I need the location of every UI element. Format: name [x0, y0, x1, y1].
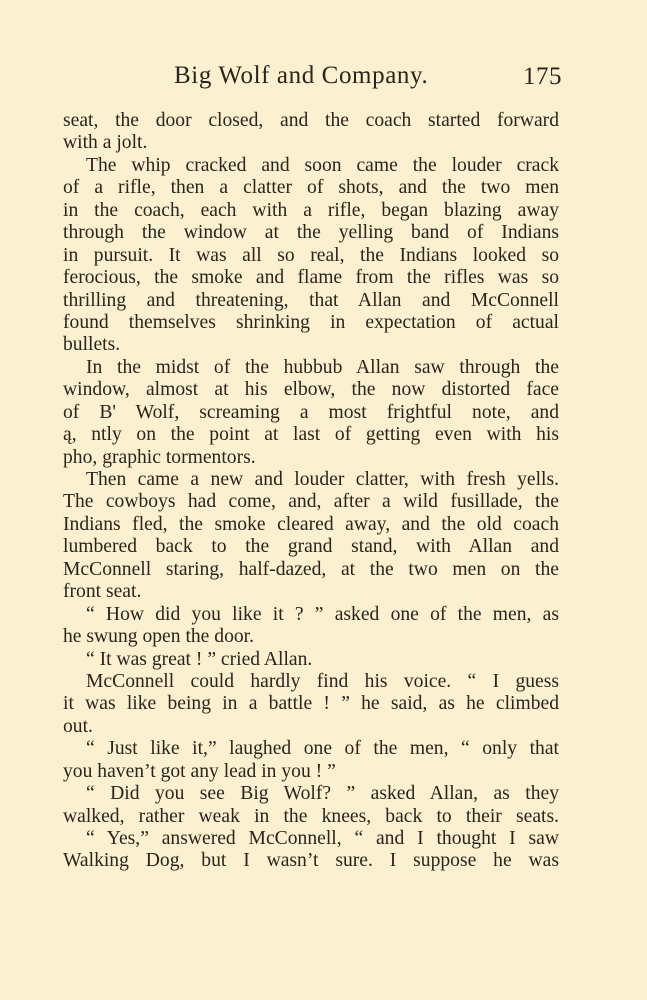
text-line: thrilling and threatening, that Allan and McConnell: [63, 289, 559, 311]
text-line: in the coach, each with a rifle, began blazing away: [63, 199, 559, 221]
text-line: in pursuit. It was all so real, the Indians looked so: [63, 244, 559, 266]
text-line: of B' Wolf, screaming a most frightful note, and: [63, 401, 559, 423]
text-line: “ Yes,” answered McConnell, “ and I thought I saw: [86, 828, 559, 849]
text-line: “ Did you see Big Wolf? ” asked Allan, as they: [86, 783, 559, 805]
text-line: found themselves shrinking in expectation of actual: [63, 311, 559, 333]
text-line: Then came a new and louder clatter, with fresh yells.: [86, 469, 559, 490]
text-line: he swung open the door.: [63, 626, 255, 648]
body-text: [63, 110, 559, 873]
text-line: with a jolt.: [63, 132, 148, 154]
text-line: ą, ntly on the point at last of getting even with his: [63, 424, 559, 446]
running-head: [62, 62, 562, 96]
text-line: “ Just like it,” laughed one of the men, “ only that: [86, 738, 559, 760]
text-line: through the window at the yelling band of Indians: [63, 222, 559, 244]
text-line: McConnell staring, half-dazed, at the two men on the: [63, 558, 559, 580]
text-line: lumbered back to the grand stand, with Allan and: [63, 536, 559, 558]
text-line: front seat.: [63, 581, 142, 603]
text-line: Walking Dog, but I wasn’t sure. I suppose he was: [63, 850, 559, 872]
text-line: Indians fled, the smoke cleared away, and the old coach: [63, 513, 559, 535]
text-line: The whip cracked and soon came the louder crack: [86, 154, 559, 176]
text-line: pho, graphic tormentors.: [63, 446, 256, 468]
text-line: you haven’t got any lead in you ! ”: [63, 760, 336, 782]
text-line: “ How did you like it ? ” asked one of the men, as: [86, 603, 559, 625]
text-line: it was like being in a battle ! ” he said, as he climbed: [63, 693, 559, 715]
text-line: of a rifle, then a clatter of shots, and the two men: [63, 177, 559, 199]
text-line: seat, the door closed, and the coach started forward: [63, 110, 559, 131]
text-line: out.: [63, 715, 93, 737]
text-line: In the midst of the hubbub Allan saw through the: [86, 356, 559, 378]
text-line: McConnell could hardly find his voice. “ I guess: [86, 670, 559, 692]
running-title: Big Wolf and Company.: [174, 62, 429, 89]
text-line: window, almost at his elbow, the now distorted face: [63, 379, 559, 401]
page-number: 175: [523, 63, 562, 90]
text-line: “ It was great ! ” cried Allan.: [86, 648, 313, 670]
text-line: walked, rather weak in the knees, back to their seats.: [63, 805, 559, 827]
text-line: ferocious, the smoke and flame from the rifles was so: [63, 267, 559, 289]
text-line: The cowboys had come, and, after a wild fusillade, the: [63, 491, 559, 513]
text-line: bullets.: [63, 334, 121, 356]
